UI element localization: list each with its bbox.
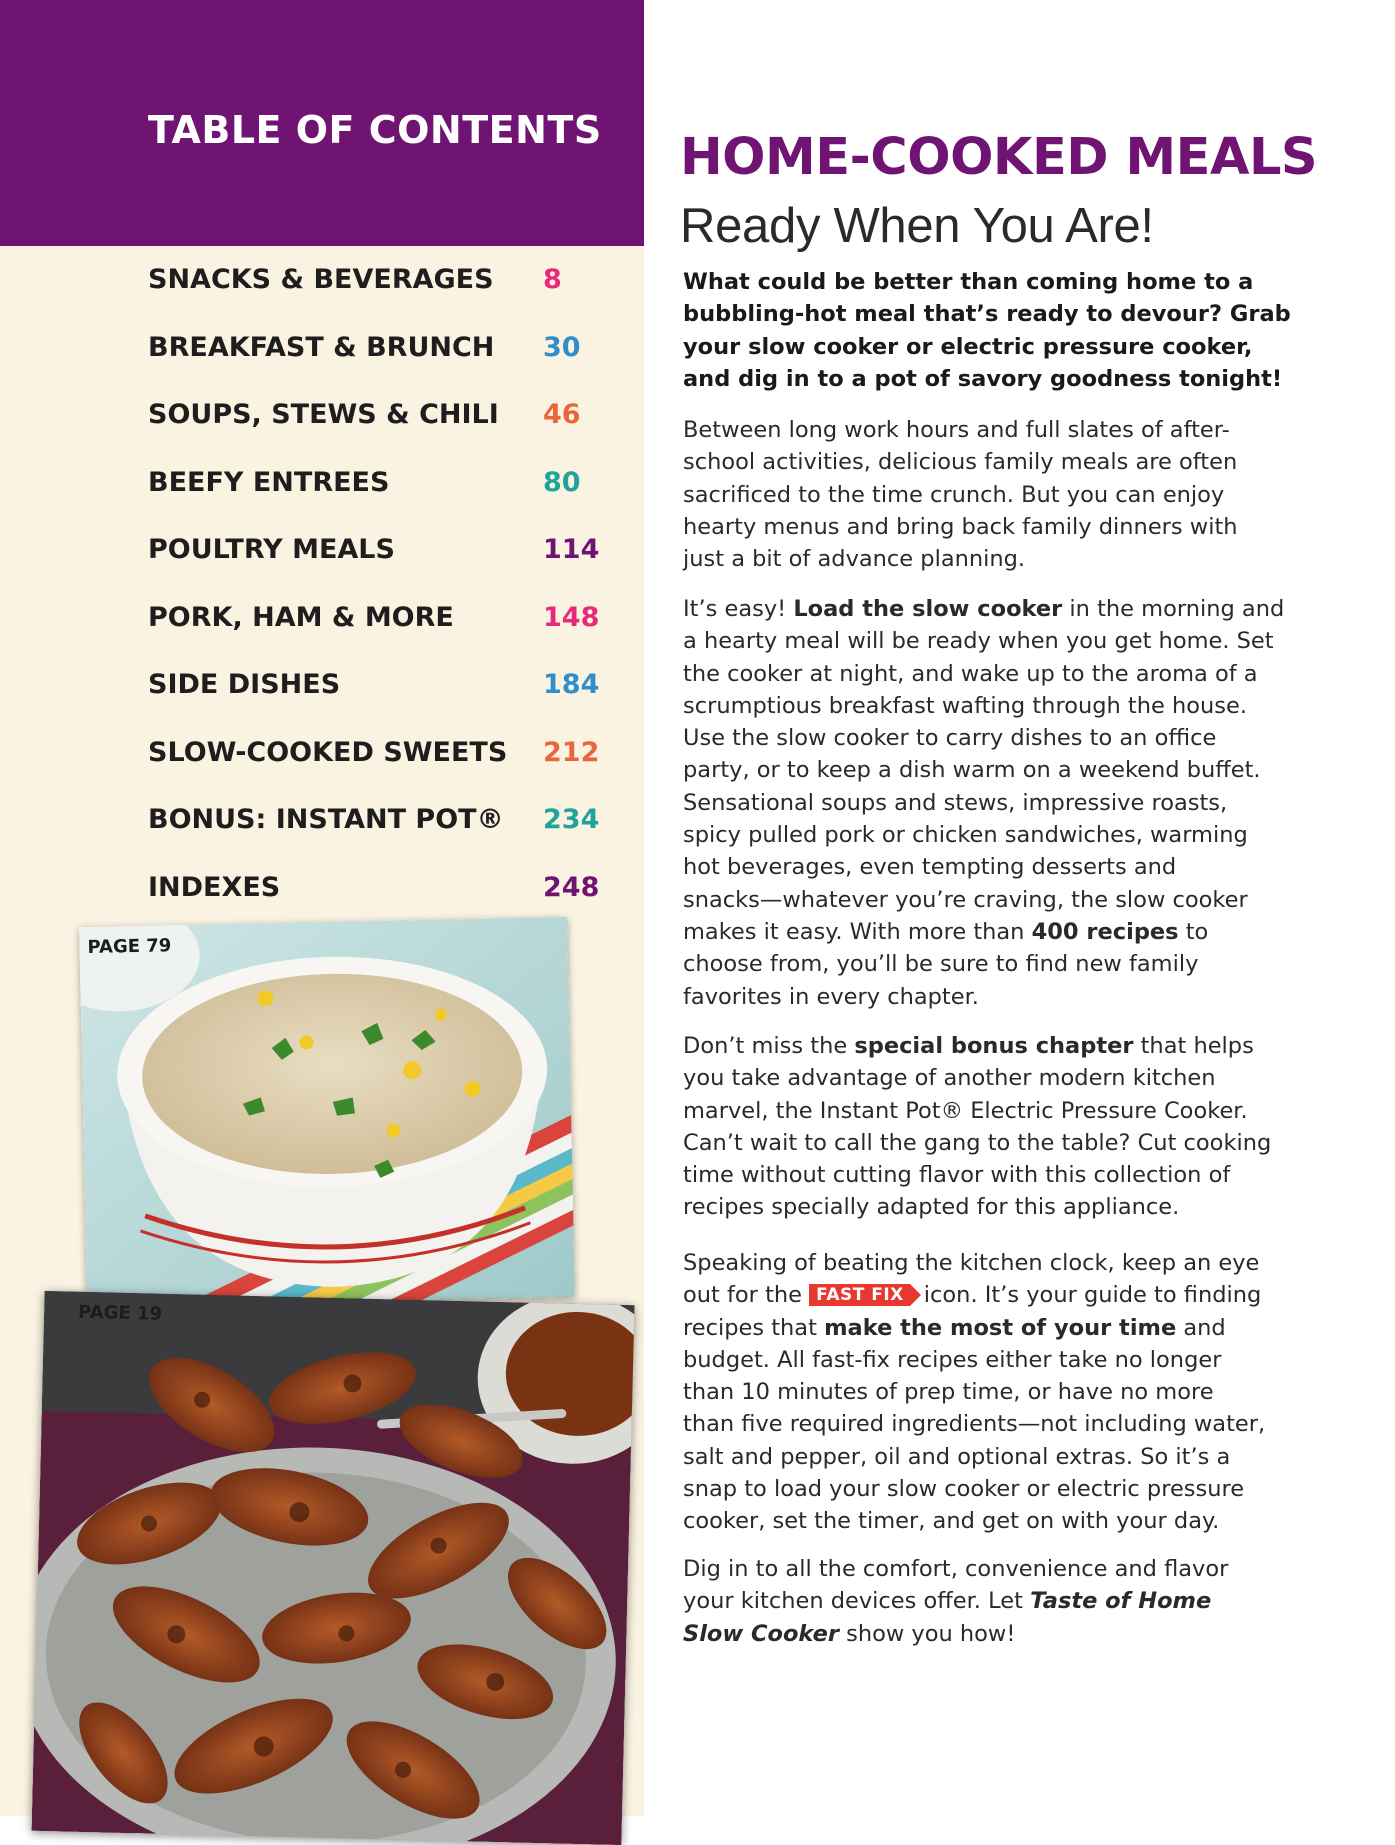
toc-entry[interactable] bbox=[148, 804, 608, 844]
intro-line: and dig in to a pot of savory goodness tonight! bbox=[683, 365, 1283, 392]
toc-entry[interactable] bbox=[148, 737, 608, 777]
paragraph-line: school activities, delicious family meals are often bbox=[683, 449, 1238, 476]
toc-title: TABLE OF CONTENTS bbox=[148, 108, 602, 152]
paragraph-line: Speaking of beating the kitchen clock, keep an eye bbox=[683, 1250, 1260, 1276]
toc-entry[interactable] bbox=[148, 872, 608, 912]
toc-entry[interactable] bbox=[148, 669, 608, 709]
paragraph-line: party, or to keep a dish warm on a weekend buffet. bbox=[683, 757, 1261, 784]
text-run: icon. It’s your guide to finding bbox=[923, 1282, 1262, 1309]
toc-panel bbox=[0, 0, 644, 1816]
toc-entry-label: POULTRY MEALS bbox=[148, 534, 395, 565]
toc-entry-label: SOUPS, STEWS & CHILI bbox=[148, 399, 499, 430]
toc-entry[interactable] bbox=[148, 264, 608, 304]
paragraph-line bbox=[683, 1312, 1243, 1344]
intro-line: bubbling-hot meal that’s ready to devour? Grab bbox=[683, 301, 1291, 328]
book-title: Slow Cooker bbox=[683, 1620, 839, 1647]
paragraph-line: scrumptious breakfast wafting through the house. bbox=[683, 692, 1248, 719]
paragraph-line: hot beverages, even tempting desserts and bbox=[683, 854, 1177, 881]
toc-entry[interactable] bbox=[148, 602, 608, 642]
paragraph-1 bbox=[683, 414, 1243, 575]
emphasis: Load the slow cooker bbox=[793, 596, 1063, 622]
text-run: in the morning and bbox=[1062, 596, 1285, 622]
text-run: makes it easy. With more than bbox=[683, 918, 1032, 945]
toc-entry-label: BREAKFAST & BRUNCH bbox=[148, 331, 495, 363]
paragraph-line: time without cutting flavor with this collection of bbox=[683, 1162, 1231, 1189]
paragraph-line: you take advantage of another modern kitchen bbox=[683, 1065, 1216, 1092]
text-run: out for the bbox=[683, 1282, 810, 1309]
paragraph-line: Between long work hours and full slates of after- bbox=[683, 417, 1230, 443]
intro-line: your slow cooker or electric pressure cooker, bbox=[683, 333, 1253, 360]
toc-entry-page: 114 bbox=[543, 534, 600, 565]
paragraph-5 bbox=[683, 1553, 1243, 1650]
paragraph-4 bbox=[683, 1247, 1266, 1538]
paragraph-line bbox=[683, 1030, 1254, 1062]
soup-photo bbox=[79, 917, 575, 1307]
emphasis: make the most of your time bbox=[824, 1314, 1177, 1341]
toc-entry-page: 248 bbox=[543, 871, 600, 903]
toc-entry[interactable] bbox=[148, 332, 608, 372]
toc-entry-page: 8 bbox=[543, 264, 562, 295]
paragraph-line: sacrificed to the time crunch. But you can enjoy bbox=[683, 481, 1225, 508]
text-run: recipes that bbox=[683, 1314, 825, 1341]
paragraph-line: just a bit of advance planning. bbox=[683, 546, 1026, 573]
toc-entry[interactable] bbox=[148, 534, 608, 574]
text-run: to bbox=[1178, 918, 1209, 945]
paragraph-line: choose from, you’ll be sure to find new family bbox=[683, 951, 1199, 978]
paragraph-line bbox=[683, 916, 1243, 948]
toc-header-band bbox=[0, 0, 644, 246]
paragraph-line: Can’t wait to call the gang to the table? Cut cooking bbox=[683, 1129, 1272, 1156]
text-run: It’s easy! bbox=[683, 596, 794, 622]
toc-entry-label: PORK, HAM & MORE bbox=[148, 601, 454, 633]
toc-entry-label: SIDE DISHES bbox=[148, 669, 341, 700]
text-run: show you how! bbox=[838, 1620, 1016, 1647]
paragraph-line: salt and pepper, oil and optional extras. So it’s a bbox=[683, 1443, 1231, 1470]
paragraph-3 bbox=[683, 1030, 1272, 1224]
intro-paragraph bbox=[683, 266, 1291, 395]
toc-entry-page: 148 bbox=[543, 601, 600, 633]
paragraph-line bbox=[683, 1618, 1243, 1650]
text-run: Don’t miss the bbox=[683, 1033, 855, 1059]
toc-entry-label: INDEXES bbox=[148, 871, 281, 903]
paragraph-line: Dig in to all the comfort, convenience and flavor bbox=[683, 1556, 1229, 1582]
toc-entry-page: 80 bbox=[543, 466, 581, 498]
emphasis: 400 recipes bbox=[1031, 918, 1179, 945]
text-run: that helps bbox=[1133, 1033, 1254, 1059]
paragraph-line: spicy pulled pork or chicken sandwiches, warming bbox=[683, 822, 1248, 849]
toc-entry[interactable] bbox=[148, 467, 608, 507]
toc-entry-page: 184 bbox=[543, 669, 600, 700]
toc-entry[interactable] bbox=[148, 399, 608, 439]
paragraph-line: snacks—whatever you’re craving, the slow cooker bbox=[683, 886, 1248, 913]
wings-page-tag: PAGE 19 bbox=[77, 1301, 163, 1325]
article-heading: HOME-COOKED MEALS bbox=[680, 128, 1318, 187]
toc-entry-label: SNACKS & BEVERAGES bbox=[148, 264, 494, 295]
toc-entry-label: BONUS: INSTANT POT® bbox=[148, 804, 504, 835]
paragraph-line: the cooker at night, and wake up to the aroma of a bbox=[683, 660, 1258, 687]
text-run: your kitchen devices offer. Let bbox=[683, 1588, 1031, 1615]
paragraph-line bbox=[683, 1585, 1243, 1617]
paragraph-line: hearty menus and bring back family dinners with bbox=[683, 513, 1238, 540]
paragraph-line: than 10 minutes of prep time, or have no more bbox=[683, 1379, 1214, 1406]
paragraph-line: Sensational soups and stews, impressive roasts, bbox=[683, 789, 1228, 816]
book-title: Taste of Home bbox=[1030, 1588, 1212, 1615]
paragraph-2 bbox=[683, 593, 1285, 1013]
wings-photo bbox=[31, 1291, 634, 1845]
fast-fix-icon: FAST FIX bbox=[809, 1284, 910, 1306]
paragraph-line: favorites in every chapter. bbox=[683, 983, 979, 1010]
toc-entry-label: BEEFY ENTREES bbox=[148, 466, 390, 498]
article-subheading: Ready When You Are! bbox=[680, 199, 1154, 253]
paragraph-line: cooker, set the timer, and get on with your day. bbox=[683, 1508, 1220, 1535]
toc-entry-page: 30 bbox=[543, 331, 581, 363]
toc-entry-page: 212 bbox=[543, 736, 600, 768]
toc-entry-page: 46 bbox=[543, 399, 581, 430]
paragraph-line: Use the slow cooker to carry dishes to an office bbox=[683, 725, 1217, 752]
paragraph-line bbox=[683, 1279, 1262, 1311]
toc-entry-label: SLOW-COOKED SWEETS bbox=[148, 736, 508, 768]
paragraph-line bbox=[683, 593, 1285, 625]
paragraph-line: recipes specially adapted for this appliance. bbox=[683, 1194, 1180, 1221]
text-run: and bbox=[1176, 1314, 1226, 1341]
soup-page-tag: PAGE 79 bbox=[87, 935, 172, 958]
intro-line: What could be better than coming home to a bbox=[683, 269, 1254, 295]
paragraph-line: marvel, the Instant Pot® Electric Pressure Cooker. bbox=[683, 1097, 1248, 1124]
paragraph-line: snap to load your slow cooker or electric pressure bbox=[683, 1476, 1245, 1503]
paragraph-line: budget. All fast-fix recipes either take no longer bbox=[683, 1346, 1222, 1373]
emphasis: special bonus chapter bbox=[854, 1033, 1134, 1059]
toc-entry-page: 234 bbox=[543, 804, 600, 835]
paragraph-line: a hearty meal will be ready when you get home. Set bbox=[683, 628, 1274, 655]
paragraph-line: than five required ingredients—not including water, bbox=[683, 1411, 1266, 1438]
